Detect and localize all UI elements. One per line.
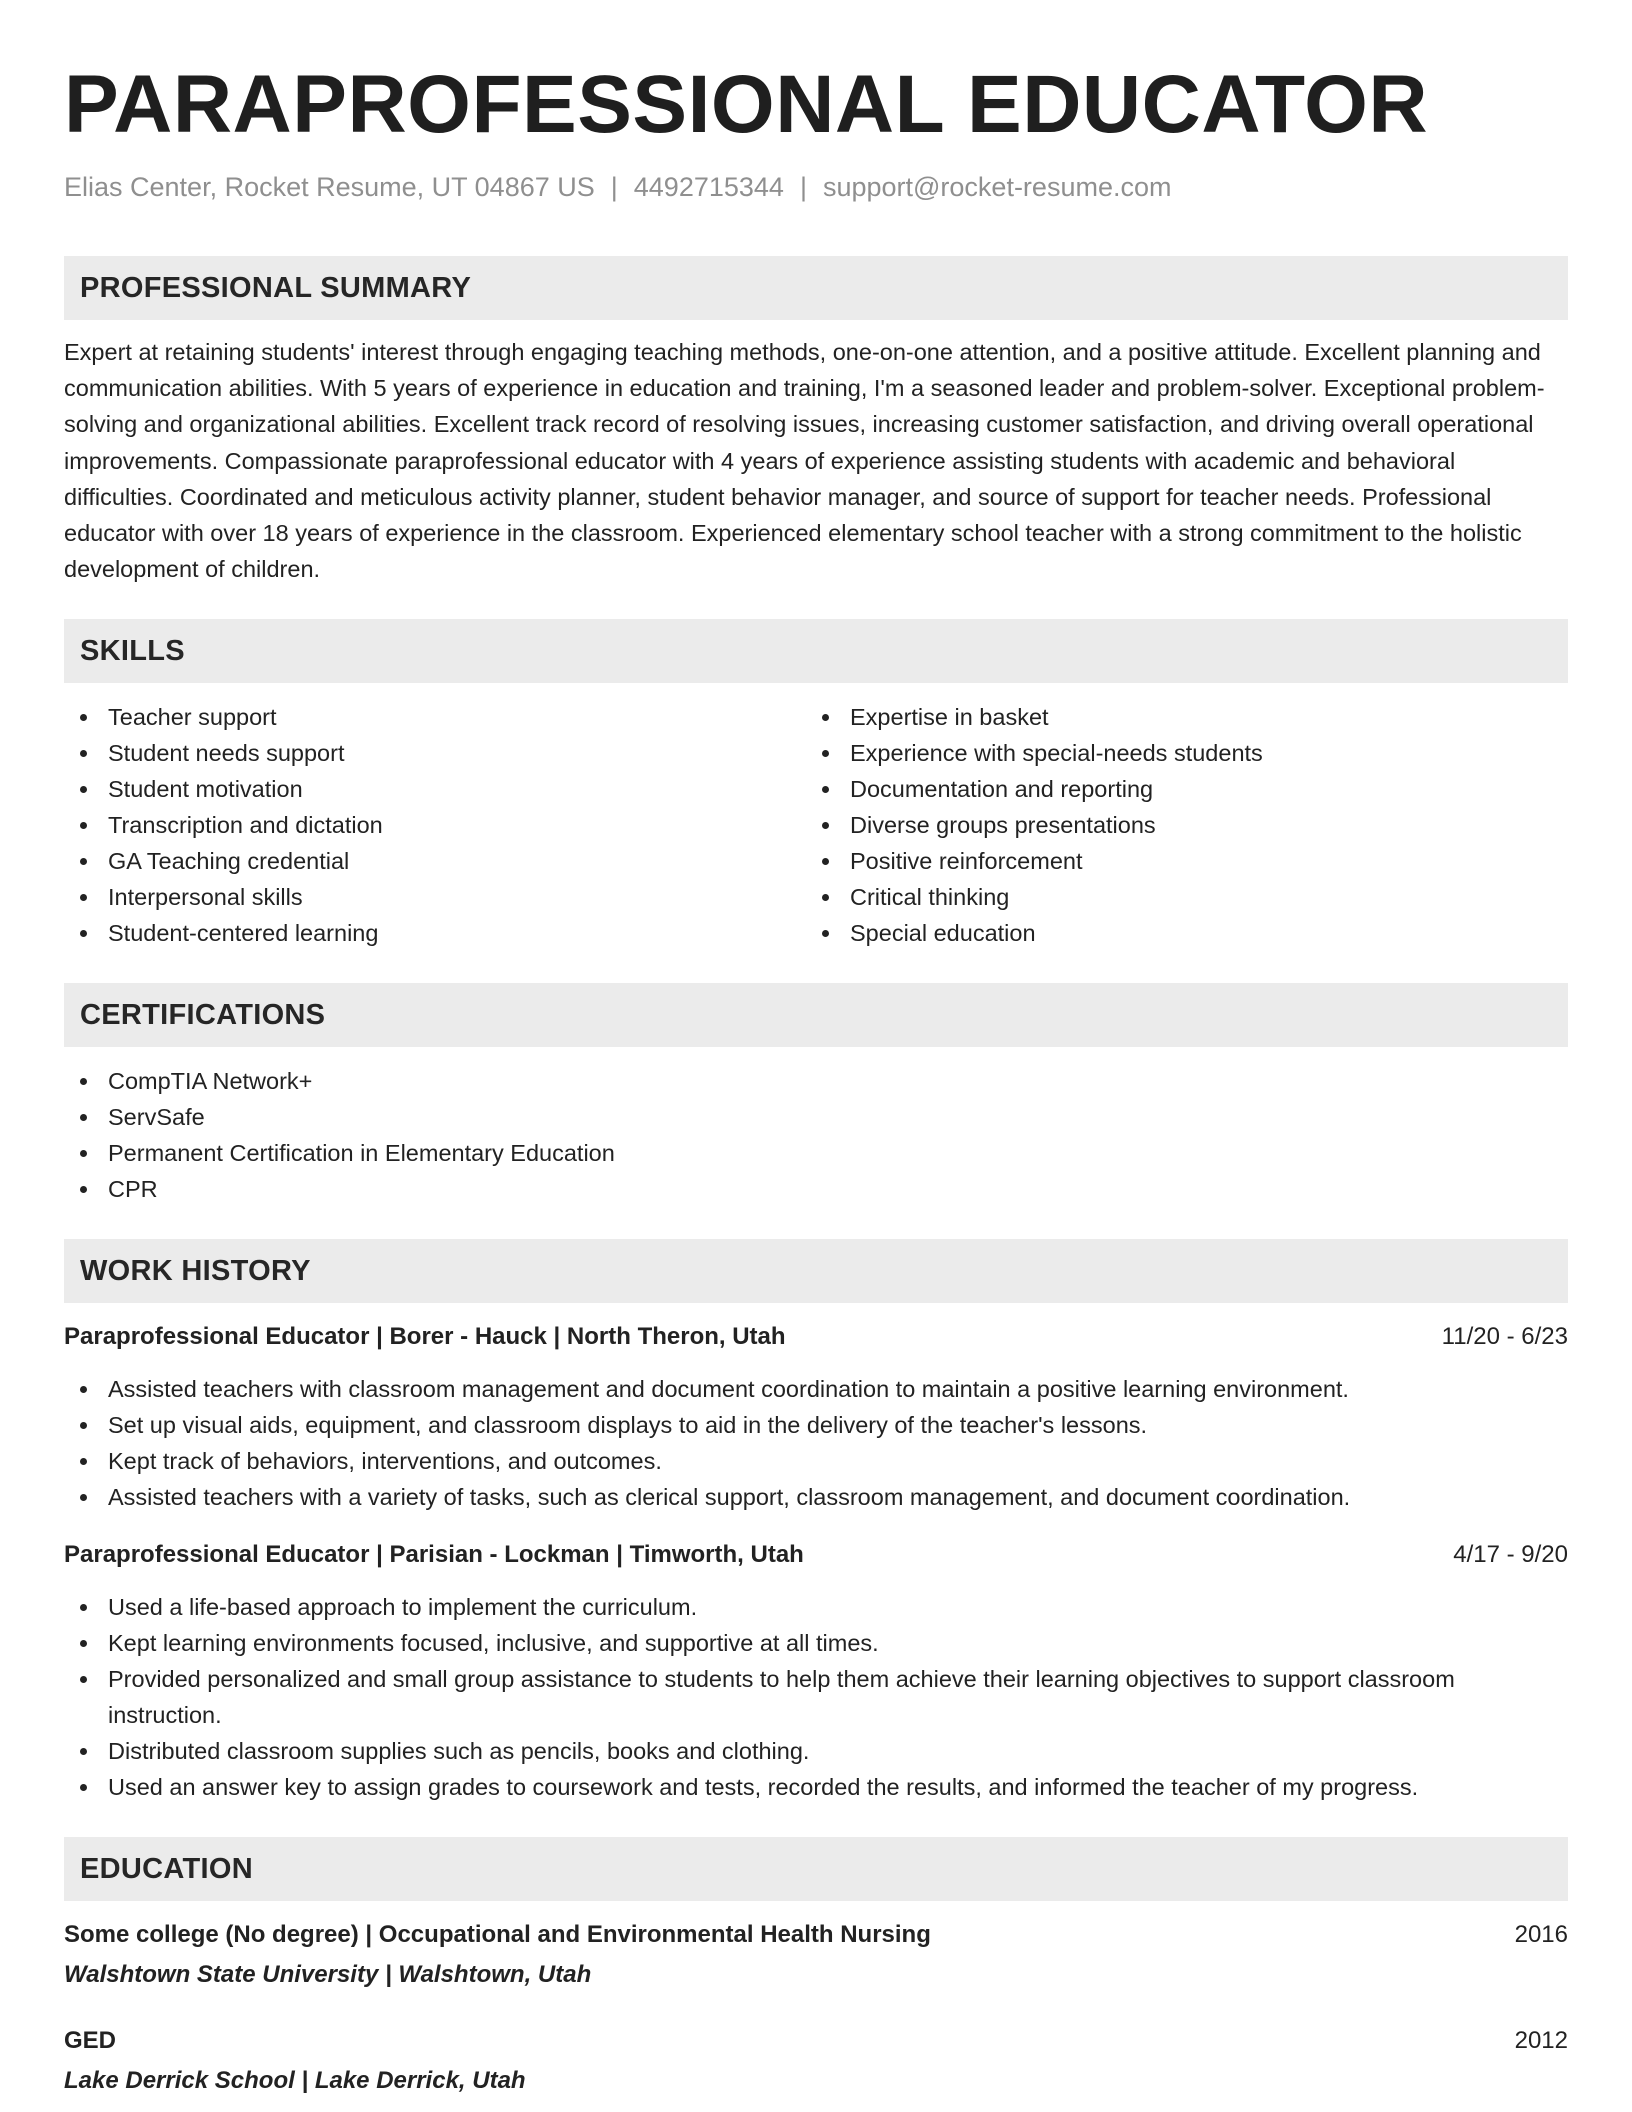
job-entry [64,1319,1568,1515]
contact-address: Elias Center, Rocket Resume, UT 04867 US [64,172,595,202]
job-dates: 4/17 - 9/20 [1453,1541,1568,1569]
resume-name: PARAPROFESSIONAL EDUCATOR [64,59,1429,150]
skill-item: Teacher support [64,699,806,735]
job-bullet: Distributed classroom supplies such as pencils, books and clothing. [64,1733,1568,1769]
skill-item: GA Teaching credential [64,843,806,879]
job-bullet: Used a life-based approach to implement the curriculum. [64,1589,1568,1625]
contact-phone: 4492715344 [633,172,784,202]
job-bullet: Assisted teachers with classroom management and document coordination to maintain a positive learning environment. [64,1371,1568,1407]
education-entry [64,1917,1568,1993]
skills-left-column [64,699,806,951]
skill-item: Student-centered learning [64,915,806,951]
job-dates: 11/20 - 6/23 [1441,1323,1568,1351]
education-degree: Some college (No degree) | Occupational and Environmental Health Nursing [64,1921,931,1949]
education-year: 2012 [1514,2027,1568,2055]
education-school: Lake Derrick School | Lake Derrick, Utah [64,2067,526,2095]
education-degree: GED [64,2027,117,2055]
certification-item: CPR [64,1171,1568,1207]
skill-item: Student motivation [64,771,806,807]
education-header [64,2023,1568,2059]
job-header [64,1537,1568,1573]
certifications-section-heading: CERTIFICATIONS [64,983,1568,1047]
job-title: Paraprofessional Educator | Parisian - Lockman | Timworth, Utah [64,1541,804,1569]
skill-item: Positive reinforcement [806,843,1548,879]
contact-email: support@rocket-resume.com [822,172,1172,202]
summary-section-heading: PROFESSIONAL SUMMARY [64,256,1568,320]
job-bullet: Used an answer key to assign grades to coursework and tests, recorded the results, and informed the teacher of my progress. [64,1769,1568,1805]
certification-item: ServSafe [64,1099,1568,1135]
certification-item: CompTIA Network+ [64,1063,1568,1099]
certification-item: Permanent Certification in Elementary Education [64,1135,1568,1171]
contact-separator: | [799,172,807,202]
skill-item: Experience with special-needs students [806,735,1548,771]
summary-text: Expert at retaining students' interest through engaging teaching methods, one-on-one attention, and a positive attitude. Excellent planning and communication abilities. With 5 years of experience in education and training, I'm a seasoned leader and problem-solver. Exceptional problem-solving and organizational abilities. Excellent track record of resolving issues, increasing customer satisfaction, and driving overall operational improvements. Compassionate paraprofessional educator with 4 years of experience assisting students with academic and behavioral difficulties. Coordinated and meticulous activity planner, student behavior manager, and source of support for teacher needs. Professional educator with over 18 years of experience in the classroom. Experienced elementary school teacher with a strong commitment to the holistic development of children. [64,339,1545,583]
education-header [64,1917,1568,1953]
skill-item: Transcription and dictation [64,807,806,843]
skills-grid [64,699,1568,951]
job-bullet: Assisted teachers with a variety of tasks, such as clerical support, classroom management, and document coordination. [64,1479,1568,1515]
education-entry [64,2023,1568,2099]
skill-item: Critical thinking [806,879,1548,915]
skills-section-heading: SKILLS [64,619,1568,683]
education-section-heading: EDUCATION [64,1837,1568,1901]
job-header [64,1319,1568,1355]
certifications-list [64,1063,1568,1207]
skill-item: Special education [806,915,1548,951]
contact-separator: | [610,172,618,202]
job-entry [64,1537,1568,1805]
contact-line [64,169,1568,205]
job-bullet: Kept track of behaviors, interventions, and outcomes. [64,1443,1568,1479]
education-school: Walshtown State University | Walshtown, Utah [64,1961,592,1989]
skill-item: Documentation and reporting [806,771,1548,807]
job-bullet: Provided personalized and small group assistance to students to help them achieve their learning objectives to support classroom instruction. [64,1661,1568,1733]
job-bullets [64,1589,1568,1805]
job-bullets [64,1371,1568,1515]
skill-item: Interpersonal skills [64,879,806,915]
skills-right-column [806,699,1548,951]
education-year: 2016 [1514,1921,1568,1949]
job-title: Paraprofessional Educator | Borer - Hauck | North Theron, Utah [64,1323,786,1351]
skill-item: Expertise in basket [806,699,1548,735]
skill-item: Student needs support [64,735,806,771]
job-bullet: Kept learning environments focused, inclusive, and supportive at all times. [64,1625,1568,1661]
job-bullet: Set up visual aids, equipment, and classroom displays to aid in the delivery of the teacher's lessons. [64,1407,1568,1443]
work-history-section-heading: WORK HISTORY [64,1239,1568,1303]
skill-item: Diverse groups presentations [806,807,1548,843]
